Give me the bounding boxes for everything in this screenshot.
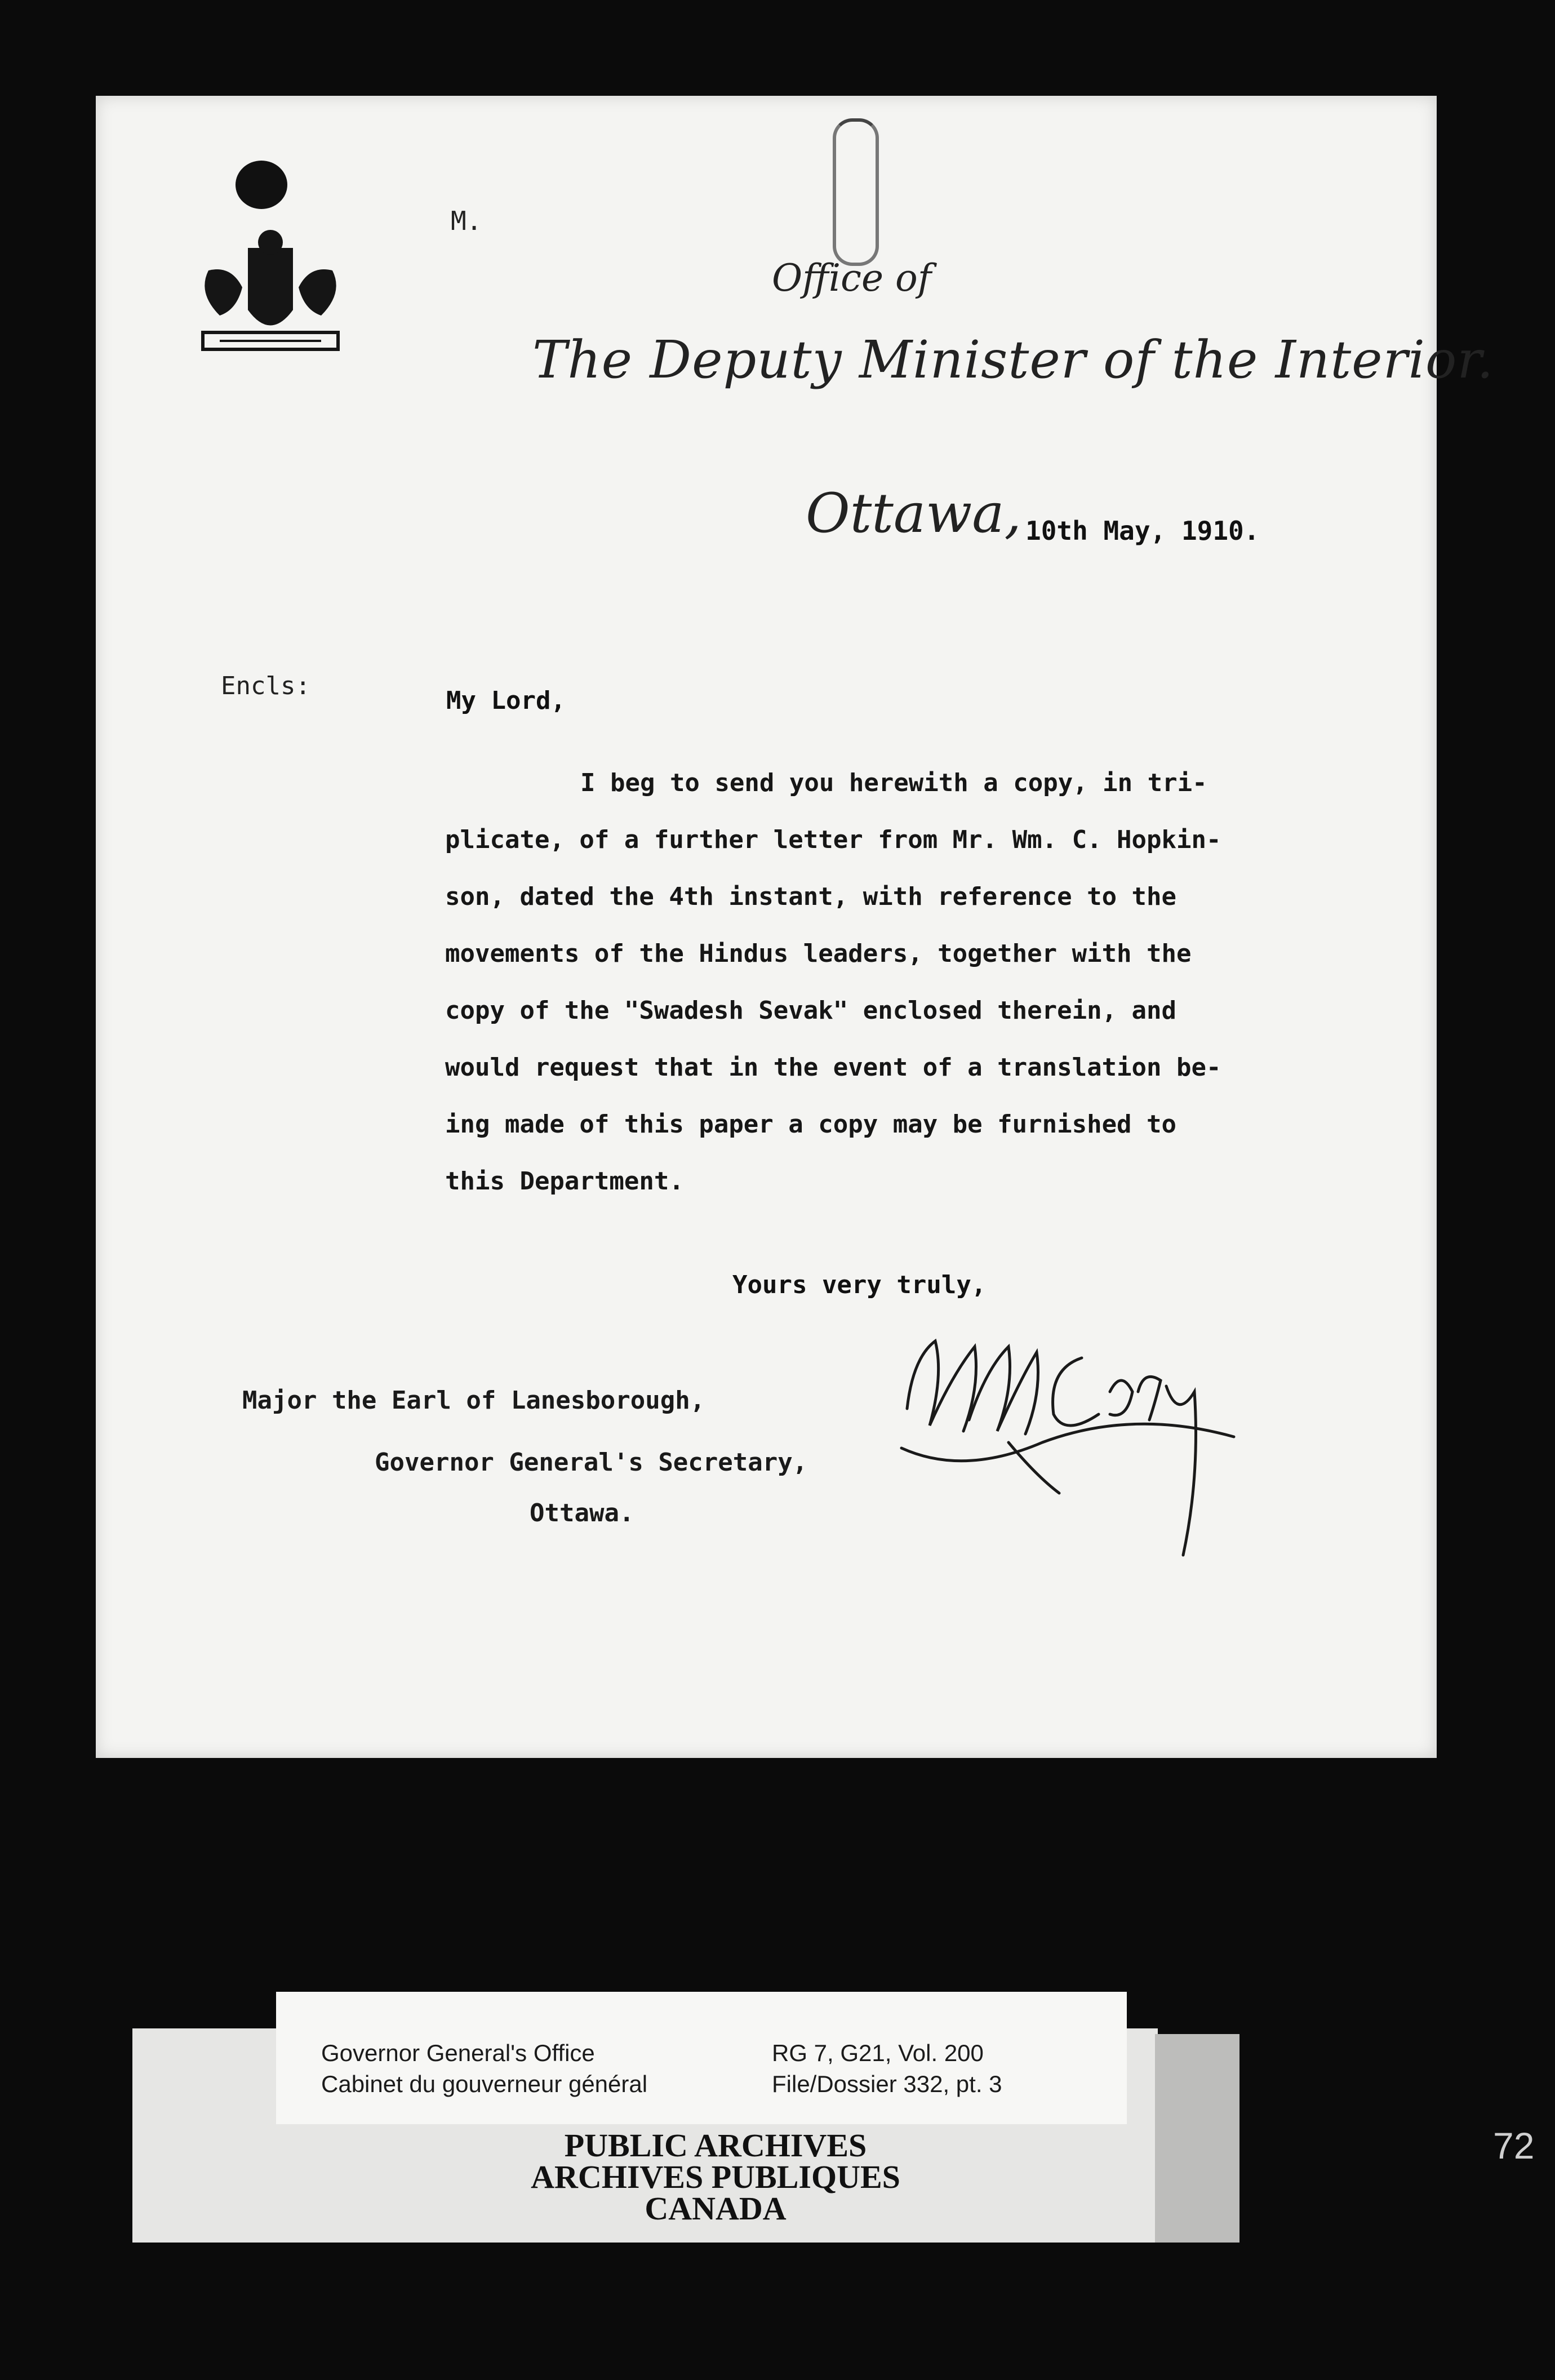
letterhead-office-of: Office of [772,256,932,300]
body-line: plicate, of a further letter from Mr. Wm. C. Hopkin- [445,825,1221,854]
salutation: My Lord, [446,686,566,715]
archives-stamp-line: PUBLIC ARCHIVES [564,2127,867,2164]
body-line: copy of the "Swadesh Sevak" enclosed therein, and [445,996,1177,1025]
archives-stamp-line: CANADA [645,2190,787,2227]
archive-file: File/Dossier 332, pt. 3 [772,2071,1002,2097]
file-mark: M. [451,206,482,236]
frame-number: 72 [1493,2125,1535,2166]
archive-reference: RG 7, G21, Vol. 200 [772,2040,984,2066]
enclosures-label: Encls: [221,672,310,700]
archives-stamp-line: ARCHIVES PUBLIQUES [531,2159,900,2195]
letter-body [445,766,1335,1222]
archive-label-edge [1155,2034,1239,2243]
body-line: would request that in the event of a translation be- [445,1053,1221,1082]
closing: Yours very truly, [732,1271,987,1299]
body-line: movements of the Hindus leaders, together with the [445,939,1192,968]
coat-of-arms-icon [186,225,355,372]
letter-date: 10th May, 1910. [1025,516,1260,546]
body-line: I beg to send you herewith a copy, in tri- [580,769,1207,797]
body-line: this Department. [445,1167,684,1196]
addressee-line: Major the Earl of Lanesborough, [242,1386,705,1415]
archive-office-fr: Cabinet du gouverneur général [321,2071,648,2097]
letterhead-city: Ottawa, [806,482,1022,545]
body-line: ing made of this paper a copy may be furnished to [445,1110,1177,1139]
paper-clip [833,118,879,266]
archive-office-en: Governor General's Office [321,2040,595,2066]
ink-blot [236,161,287,209]
addressee-line: Ottawa. [530,1499,634,1528]
letterhead-department: The Deputy Minister of the Interior. [532,330,1494,390]
body-line: son, dated the 4th instant, with reference to the [445,882,1177,911]
archives-stamp [490,2127,941,2227]
addressee-line: Governor General's Secretary, [375,1448,808,1477]
handwritten-signature [896,1307,1245,1572]
